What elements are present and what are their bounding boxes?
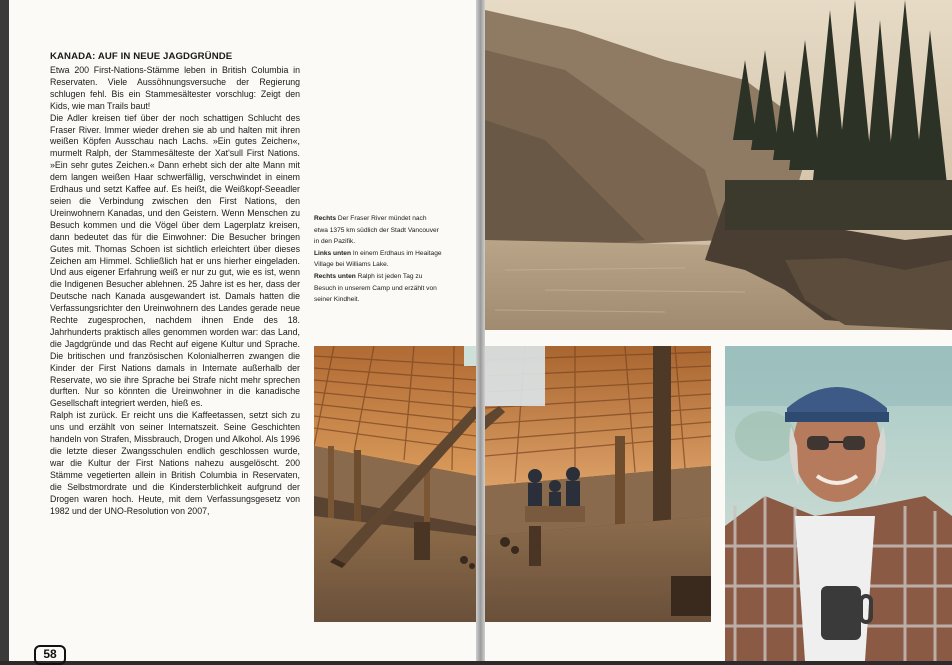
caption-label: Links unten bbox=[314, 249, 351, 257]
caption-label: Rechts unten bbox=[314, 272, 356, 280]
pit-house-photo-right bbox=[485, 346, 711, 622]
article-heading: KANADA: AUF IN NEUE JAGDGRÜNDE bbox=[50, 51, 233, 62]
portrait-photo-ralph bbox=[725, 346, 952, 661]
left-gutter bbox=[0, 0, 9, 661]
caption-bottom-left bbox=[314, 248, 442, 271]
caption-bottom-right bbox=[314, 271, 442, 306]
left-page bbox=[9, 0, 476, 661]
caption-right bbox=[314, 213, 442, 248]
book-spine bbox=[476, 0, 485, 661]
caption-text: Ralph ist jeden Tag zu Besuch in unserem Camp und erzählt von seiner Kindheit. bbox=[314, 272, 437, 304]
caption-text: In einem Erdhaus im Heaitage Village bei Williams Lake. bbox=[314, 249, 442, 269]
fraser-river-photo bbox=[485, 0, 952, 330]
article-paragraph: Ralph ist zurück. Er reicht uns die Kaffeetassen, setzt sich zu uns und erzählt von seiner Internatszeit. Seine Geschichten handeln von Strafen, Missbrauch, Drogen und Alkohol. Als 1996 die letzte dieser Zwangsschulen endlich geschlossen wurde, war die Kultur der First Nations nahezu ausgelöscht. 200 Stämme vegetierten allein in British Columbia in Reservaten, die Selbstmordrate und die Kindersterblichkeit aufgrund der Drogen waren hoch. Heute, mit dem Verfassungsgesetz von 1982 und der UNO-Resolution von 2007, bbox=[50, 410, 300, 516]
right-page bbox=[485, 0, 952, 661]
article-paragraph: Die Adler kreisen tief über der noch schattigen Schlucht des Fraser River. Immer wieder drehen sie ab und halten mit ihren weißen Köpfen Ausschau nach Lachs. »Ein gutes Zeichen«, murmelt Ralph, der Stammesälteste der Xat'sull First Nations. »Ein sehr gutes Zeichen.« Dann erhebt sich der alte Mann mit dem langen weißen Haar schwerfällig, verschwindet in einem Erdhaus und setzt Kaffee auf. Es heißt, die Weißkopf-Seeadler seien die Verbindung zwischen den First Nations, den Ureinwohnern Kanadas, und den Geistern. Wenn Menschen zu Besuch kommen und die Vögel über dem Lagerplatz kreisen, dann bedeutet das für die Einwohner: Die Besucher bringen Gutes mit. Thomas Schoen ist sichtlich erleichtert über dieses Zeichen am Himmel. Schließlich hat er uns hierher eingeladen. Und aus eigener Erfahrung weiß er nur zu gut, wie es ist, wenn die Indigenen Besucher ablehnen. 25 Jahre ist es her, dass der Deutsche nach Kanada ausgewandert ist. Damals hatten die Verfassungsrichter den Ureinwohnern des Landes gerade neue Rechte zugesprochen, nachdem ihnen Ende des 18. Jahrhunderts praktisch alles genommen worden war: das Land, die Jagdgründe und das Recht auf eigene Kultur und Sprache. Die britischen und französischen Kolonialherren zwangen die Kinder der First Nations damals in Internate außerhalb der Reservate, wo sie ihre Sprache bei Strafe nicht mehr sprechen durften. Nur so könnten die Ureinwohner in die kanadische Gesellschaft integriert werden, hieß es. bbox=[50, 112, 300, 409]
caption-text: Der Fraser River mündet nach etwa 1375 km südlich der Stadt Vancouver in den Pazifik. bbox=[314, 215, 439, 246]
caption-label: Rechts bbox=[314, 215, 336, 222]
pit-house-photo-left bbox=[314, 346, 476, 622]
article-column bbox=[50, 50, 300, 517]
article-lead: Etwa 200 First-Nations-Stämme leben in British Columbia in Reservaten. Viele Aussöhnungsversuche der Regierung schlugen fehl. Bis ein Stammesältester vorschlug: Zeigt den Kids, wie man Trails baut! bbox=[50, 65, 300, 111]
photo-captions bbox=[314, 213, 442, 306]
page-number: 58 bbox=[34, 645, 66, 665]
